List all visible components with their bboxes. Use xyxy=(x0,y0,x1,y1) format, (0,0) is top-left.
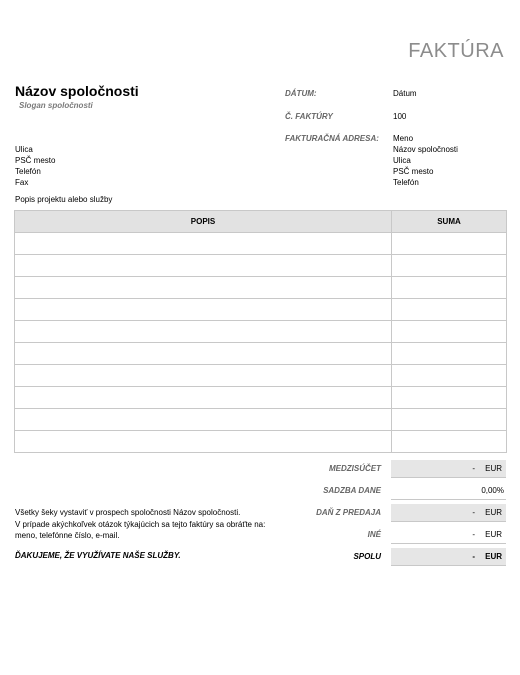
total-value[interactable] xyxy=(391,548,506,566)
sales-tax-value[interactable] xyxy=(391,504,506,522)
tax-rate-value[interactable] xyxy=(391,482,506,500)
amount-cell[interactable] xyxy=(392,409,507,431)
description-cell[interactable] xyxy=(15,409,392,431)
billing-zip-city: PSČ mesto xyxy=(393,167,434,176)
amount-cell[interactable] xyxy=(392,255,507,277)
description-cell[interactable] xyxy=(15,299,392,321)
table-row xyxy=(15,299,507,321)
table-row xyxy=(15,233,507,255)
other-dash: - xyxy=(472,530,475,539)
billing-phone: Telefón xyxy=(393,178,419,187)
column-header-description: POPIS xyxy=(15,211,392,233)
other-value[interactable] xyxy=(391,526,506,544)
sales-tax-dash: - xyxy=(472,508,475,517)
description-cell[interactable] xyxy=(15,343,392,365)
project-description: Popis projektu alebo služby xyxy=(15,195,113,204)
total-dash: - xyxy=(472,552,475,561)
tax-rate-label: SADZBA DANE xyxy=(323,486,381,495)
description-cell[interactable] xyxy=(15,387,392,409)
invoice-number-value: 100 xyxy=(393,112,407,121)
company-name: Názov spoločnosti xyxy=(15,83,139,99)
column-header-amount: SUMA xyxy=(392,211,507,233)
table-row xyxy=(15,365,507,387)
invoice-number-label: Č. FAKTÚRY xyxy=(285,112,333,121)
table-row xyxy=(15,431,507,453)
description-cell[interactable] xyxy=(15,255,392,277)
subtotal-value[interactable] xyxy=(391,460,506,478)
description-cell[interactable] xyxy=(15,431,392,453)
sales-tax-label: DAŇ Z PREDAJA xyxy=(316,508,381,517)
company-slogan: Slogan spoločnosti xyxy=(19,101,93,110)
billing-name: Meno xyxy=(393,134,414,143)
company-phone: Telefón xyxy=(15,167,41,176)
table-row xyxy=(15,387,507,409)
contact-note: V prípade akýchkoľvek otázok týkajúcich sa tejto faktúry sa obráťte na: xyxy=(15,520,266,529)
company-street: Ulica xyxy=(15,145,33,154)
billing-address-label: FAKTURAČNÁ ADRESA: xyxy=(285,134,379,143)
payment-note: Všetky šeky vystaviť v prospech spoločnosti Názov spoločnosti. xyxy=(15,508,241,517)
description-cell[interactable] xyxy=(15,365,392,387)
description-cell[interactable] xyxy=(15,321,392,343)
total-label: SPOLU xyxy=(353,552,381,561)
table-row xyxy=(15,277,507,299)
contact-details-note: meno, telefónne číslo, e-mail. xyxy=(15,531,120,540)
date-value: Dátum xyxy=(393,89,417,98)
description-cell[interactable] xyxy=(15,233,392,255)
company-zip-city: PSČ mesto xyxy=(15,156,56,165)
invoice-title: FAKTÚRA xyxy=(408,40,504,62)
amount-cell[interactable] xyxy=(392,365,507,387)
amount-cell[interactable] xyxy=(392,299,507,321)
billing-company: Názov spoločnosti xyxy=(393,145,458,154)
other-label: INÉ xyxy=(367,530,381,539)
amount-cell[interactable] xyxy=(392,431,507,453)
total-currency: EUR xyxy=(485,552,502,561)
amount-cell[interactable] xyxy=(392,343,507,365)
other-currency: EUR xyxy=(485,530,502,539)
subtotal-label: MEDZISÚČET xyxy=(329,464,381,473)
subtotal-dash: - xyxy=(472,464,475,473)
subtotal-currency: EUR xyxy=(485,464,502,473)
description-cell[interactable] xyxy=(15,277,392,299)
sales-tax-currency: EUR xyxy=(485,508,502,517)
table-row xyxy=(15,321,507,343)
table-row xyxy=(15,409,507,431)
thank-you-note: ĎAKUJEME, ŽE VYUŽÍVATE NAŠE SLUŽBY. xyxy=(15,551,181,560)
amount-cell[interactable] xyxy=(392,233,507,255)
table-row xyxy=(15,343,507,365)
tax-rate-percent: 0,00% xyxy=(481,486,504,495)
items-table xyxy=(14,210,507,453)
billing-street: Ulica xyxy=(393,156,411,165)
amount-cell[interactable] xyxy=(392,321,507,343)
amount-cell[interactable] xyxy=(392,387,507,409)
company-fax: Fax xyxy=(15,178,29,187)
amount-cell[interactable] xyxy=(392,277,507,299)
date-label: DÁTUM: xyxy=(285,89,317,98)
table-header-row xyxy=(15,211,507,233)
table-row xyxy=(15,255,507,277)
